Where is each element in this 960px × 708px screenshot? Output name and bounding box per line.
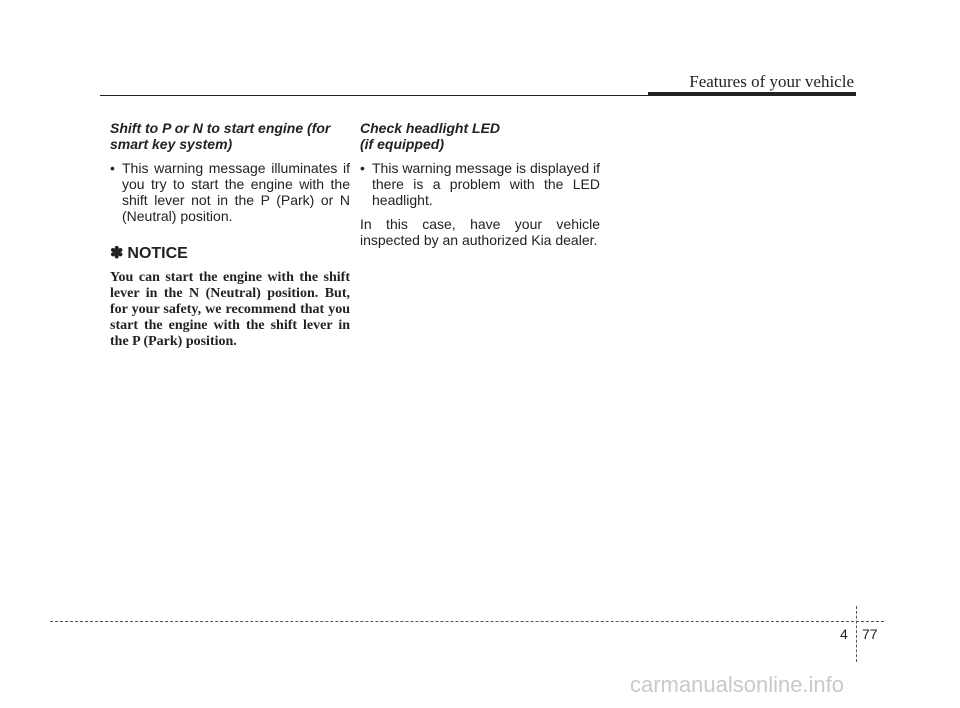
footer-dashed-divider <box>856 606 857 662</box>
headlight-heading-line2: (if equipped) <box>360 136 444 152</box>
headlight-paragraph: In this case, have your vehicle inspected by an authorized Kia dealer. <box>360 216 600 248</box>
headlight-bullet <box>360 160 600 208</box>
headlight-bullet-text: This warning message is displayed if there is a problem with the LED headlight. <box>372 160 600 208</box>
footer-dashed-rule <box>50 621 884 622</box>
header-rule-accent <box>648 92 856 96</box>
section-header-title: Features of your vehicle <box>689 72 854 91</box>
notice-title: NOTICE <box>127 245 188 262</box>
chapter-number: 4 <box>840 626 848 642</box>
notice-asterisk-icon: ✽ <box>110 245 124 262</box>
middle-column <box>360 120 600 248</box>
page-number: 77 <box>862 626 878 642</box>
shift-bullet <box>110 160 350 224</box>
watermark: carmanualsonline.info <box>630 672 845 697</box>
bullet-mark: • <box>360 160 365 176</box>
shift-bullet-text: This warning message illuminates if you try to start the engine with the shift lever not in the P (Park) or N (Neutral) position. <box>122 160 350 224</box>
left-column <box>110 120 350 350</box>
bullet-mark: • <box>110 160 115 176</box>
headlight-heading-line1: Check headlight LED <box>360 120 501 136</box>
headlight-heading <box>360 120 600 152</box>
notice-text: You can start the engine with the shift lever in the N (Neutral) position. But, for your safety, we recommend that you start the engine with the shift lever in the P (Park) position. <box>110 270 350 349</box>
shift-heading: Shift to P or N to start engine (for smart key system) <box>110 120 331 152</box>
notice-heading <box>110 246 350 262</box>
